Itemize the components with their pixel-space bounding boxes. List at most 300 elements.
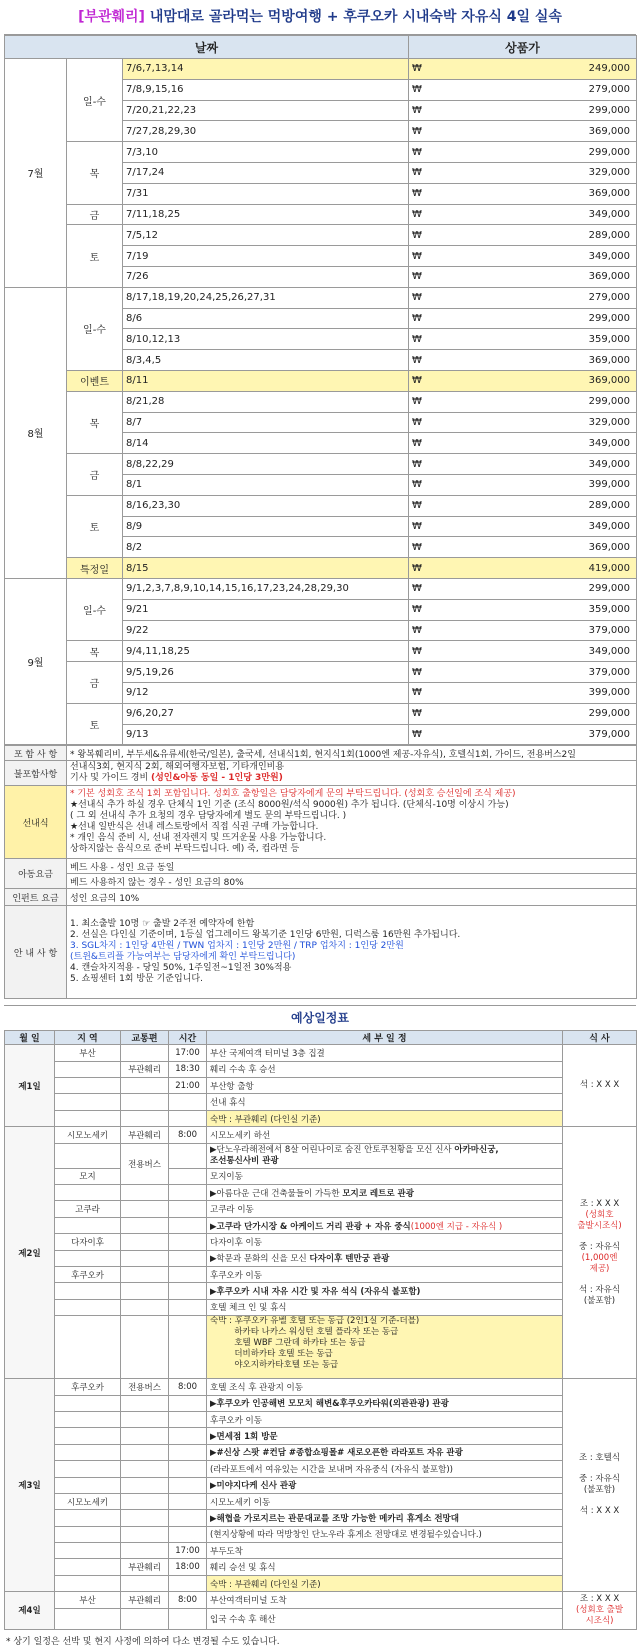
date-cell: 7/6,7,13,14 xyxy=(123,59,409,80)
currency-cell: ₩ xyxy=(409,662,479,683)
date-cell: 8/11 xyxy=(123,370,409,391)
sched-header-time: 시간 xyxy=(169,1031,207,1045)
price-cell: 369,000 xyxy=(479,350,637,371)
date-cell: 8/3,4,5 xyxy=(123,350,409,371)
day-label: 금 xyxy=(67,204,123,225)
schedule-row xyxy=(5,1395,637,1411)
meal-label: 선내식 xyxy=(5,786,67,859)
excluded-text xyxy=(67,761,637,786)
notice-line: 4. 캔슬차지적용 - 당일 50%, 1주일전~1일전 30%적용 xyxy=(70,963,292,974)
date-cell: 7/20,21,22,23 xyxy=(123,100,409,121)
price-cell: 349,000 xyxy=(479,516,637,537)
sched-header-day: 월 일 xyxy=(5,1031,55,1045)
time: 18:30 xyxy=(169,1061,207,1077)
day-label: 제1일 xyxy=(5,1045,55,1127)
price-row xyxy=(5,391,637,412)
meal-line: ★선내식 추가 하실 경우 단체식 1인 기준 (조식 8000원/석식 9000원) 추가 됩니다. (단체식-10명 이상시 가능) xyxy=(70,800,509,811)
currency-cell: ₩ xyxy=(409,225,479,246)
place: 고쿠라 xyxy=(55,1201,121,1217)
schedule-row xyxy=(5,1461,637,1477)
detail xyxy=(207,1217,563,1233)
schedule-row xyxy=(5,1061,637,1077)
time: 8:00 xyxy=(169,1127,207,1143)
date-cell: 8/10,12,13 xyxy=(123,329,409,350)
meal-text xyxy=(67,786,637,859)
time: 17:00 xyxy=(169,1543,207,1559)
price-cell: 349,000 xyxy=(479,433,637,454)
schedule-row xyxy=(5,1266,637,1282)
price-cell: 279,000 xyxy=(479,287,637,308)
meal-line: (불포함) xyxy=(583,1295,616,1306)
meal-line: 조 : X X X xyxy=(579,1593,620,1604)
schedule-title: 예상일정표 xyxy=(4,1005,636,1030)
child-row-2 xyxy=(5,874,637,889)
price-cell: 359,000 xyxy=(479,329,637,350)
meal-row xyxy=(5,786,637,859)
price-cell: 349,000 xyxy=(479,204,637,225)
schedule-row xyxy=(5,1143,637,1168)
currency-cell: ₩ xyxy=(409,495,479,516)
detail: 고쿠라 이동 xyxy=(207,1201,563,1217)
meal-line: 제공) xyxy=(589,1263,610,1274)
day-label: 목 xyxy=(67,391,123,453)
notice-row xyxy=(5,906,637,999)
schedule-row xyxy=(5,1234,637,1250)
price-cell: 369,000 xyxy=(479,121,637,142)
currency-cell: ₩ xyxy=(409,266,479,287)
hotel-line: 더비하카타 호텔 또는 동급 xyxy=(210,1349,333,1360)
detail: ▶미야지다케 신사 관광 xyxy=(207,1477,563,1493)
transport: 부관훼리 xyxy=(121,1592,169,1608)
schedule-row xyxy=(5,1411,637,1427)
day-label: 일-수 xyxy=(67,287,123,370)
excluded-line-1: 선내식3회, 현지식 2회, 해외여행자보험, 기타개인비용 xyxy=(70,762,285,773)
schedule-table xyxy=(4,1030,637,1629)
price-cell: 299,000 xyxy=(479,100,637,121)
detail: ▶#신상 스팟 #컨담 #종합쇼핑몰# 새로오픈한 라라포트 자유 관광 xyxy=(207,1444,563,1460)
place: 시모노세키 xyxy=(55,1493,121,1509)
detail-part: (1000엔 지급 - 자유식 ) xyxy=(410,1221,503,1232)
time: 8:00 xyxy=(169,1592,207,1608)
detail: (현지상황에 따라 먹방창인 단노우라 휴게소 전망대로 변경될수있습니다.) xyxy=(207,1526,563,1542)
price-row xyxy=(5,578,637,599)
date-cell: 9/4,11,18,25 xyxy=(123,641,409,662)
detail: 후쿠오카 이동 xyxy=(207,1266,563,1282)
transport: 부관훼리 xyxy=(121,1127,169,1143)
schedule-row xyxy=(5,1299,637,1315)
meal-line: (성회호 출발 xyxy=(575,1604,624,1615)
price-cell: 379,000 xyxy=(479,662,637,683)
detail: ▶후쿠오카 시내 자유 시간 및 자유 석식 (자유식 불포함) xyxy=(207,1283,563,1299)
detail: (라라포트에서 여유있는 시간을 보내며 자유중식 (자유식 불포함)) xyxy=(207,1461,563,1477)
schedule-row xyxy=(5,1493,637,1509)
date-cell: 8/17,18,19,20,24,25,26,27,31 xyxy=(123,287,409,308)
date-cell: 8/6 xyxy=(123,308,409,329)
meal: 석 : X X X xyxy=(563,1045,637,1127)
meal-line: 조 : X X X xyxy=(579,1198,620,1209)
infant-row xyxy=(5,889,637,906)
detail: 시모노세키 이동 xyxy=(207,1493,563,1509)
notice-label: 안 내 사 항 xyxy=(5,906,67,999)
price-row xyxy=(5,370,637,391)
time: 17:00 xyxy=(169,1045,207,1061)
date-cell: 9/5,19,26 xyxy=(123,662,409,683)
currency-cell: ₩ xyxy=(409,578,479,599)
currency-cell: ₩ xyxy=(409,474,479,495)
price-row xyxy=(5,641,637,662)
meal-line: (불포함) xyxy=(583,1485,616,1496)
schedule-row xyxy=(5,1510,637,1526)
date-cell: 9/22 xyxy=(123,620,409,641)
currency-cell: ₩ xyxy=(409,329,479,350)
meal-line: 출발시조식) xyxy=(577,1220,622,1231)
place: 부산 xyxy=(55,1045,121,1061)
transport: 전용버스 xyxy=(121,1379,169,1395)
page xyxy=(4,0,636,1651)
day-label: 금 xyxy=(67,662,123,704)
detail: 부산 국제여객 터미널 3층 집결 xyxy=(207,1045,563,1061)
notice-line: 2. 선실은 다인실 기준이며, 1등실 업그레이드 왕복기준 1인당 6만원, 디럭스룸 16만원 추가됩니다. xyxy=(70,930,461,941)
sched-header-detail: 세 부 일 정 xyxy=(207,1031,563,1045)
currency-cell: ₩ xyxy=(409,204,479,225)
price-cell: 399,000 xyxy=(479,682,637,703)
schedule-row xyxy=(5,1316,637,1379)
notice-line: 1. 최소출발 10명 ☞ 출발 2주전 예약자에 한함 xyxy=(70,919,255,930)
price-cell: 359,000 xyxy=(479,599,637,620)
detail-part: ▶아름다운 근대 건축물들이 가득한 xyxy=(210,1188,343,1199)
day-label: 목 xyxy=(67,142,123,204)
month-label: 9월 xyxy=(5,578,67,744)
place: 후쿠오카 xyxy=(55,1266,121,1282)
detail: ▶면세점 1회 방문 xyxy=(207,1428,563,1444)
time: 8:00 xyxy=(169,1379,207,1395)
detail xyxy=(207,1143,563,1168)
schedule-row xyxy=(5,1078,637,1094)
price-cell: 249,000 xyxy=(479,59,637,80)
meal-day2 xyxy=(563,1127,637,1379)
notice-line: 5. 쇼핑센터 1회 방문 기준입니다. xyxy=(70,974,203,985)
price-cell: 329,000 xyxy=(479,412,637,433)
day-label: 목 xyxy=(67,641,123,662)
date-cell: 7/8,9,15,16 xyxy=(123,79,409,100)
price-header-row xyxy=(5,36,637,59)
sched-header-transport: 교통편 xyxy=(121,1031,169,1045)
currency-cell: ₩ xyxy=(409,162,479,183)
included-label: 포 함 사 항 xyxy=(5,746,67,761)
price-cell: 289,000 xyxy=(479,225,637,246)
date-cell: 8/9 xyxy=(123,516,409,537)
price-cell: 349,000 xyxy=(479,454,637,475)
currency-cell: ₩ xyxy=(409,412,479,433)
meal-line: * 기본 성회호 조식 1회 포함입니다. 성회호 출항일은 담당자에게 문의 부탁드립니다. (성회호 승선일에 조식 제공) xyxy=(70,789,516,800)
detail: 부산여객터미널 도착 xyxy=(207,1592,563,1608)
detail: ▶해협을 가로지르는 관문대교를 조망 가능한 메카리 휴게소 전망대 xyxy=(207,1510,563,1526)
schedule-row xyxy=(5,1110,637,1126)
month-label: 8월 xyxy=(5,287,67,578)
meal-line: 석 : X X X xyxy=(579,1506,620,1517)
excluded-line-2b: (성인&아동 동일 - 1인당 3만원) xyxy=(151,773,283,784)
sched-header-place: 지 역 xyxy=(55,1031,121,1045)
included-text: * 왕복훼리비, 부두세&유류세(한국/일본), 출국세, 선내식1회, 현지식1회(1000엔 제공-자유식), 호텔식1회, 가이드, 전용버스2일 xyxy=(67,746,637,761)
price-cell: 299,000 xyxy=(479,703,637,724)
detail: 다자이후 이동 xyxy=(207,1234,563,1250)
currency-cell: ₩ xyxy=(409,599,479,620)
price-row xyxy=(5,495,637,516)
price-cell: 299,000 xyxy=(479,391,637,412)
place: 부산 xyxy=(55,1592,121,1608)
currency-cell: ₩ xyxy=(409,59,479,80)
schedule-row xyxy=(5,1526,637,1542)
schedule-row xyxy=(5,1379,637,1395)
currency-cell: ₩ xyxy=(409,142,479,163)
child-label: 아동요금 xyxy=(5,859,67,889)
date-cell: 8/14 xyxy=(123,433,409,454)
meal-day4 xyxy=(563,1592,637,1629)
currency-cell: ₩ xyxy=(409,558,479,579)
hotel-detail xyxy=(207,1316,563,1379)
included-row xyxy=(5,746,637,761)
date-cell: 7/19 xyxy=(123,246,409,267)
child-line-2: 베드 사용하지 않는 경우 - 성인 요금의 80% xyxy=(67,874,637,889)
meal-line: (성회호 xyxy=(585,1209,614,1220)
detail: 모지이동 xyxy=(207,1168,563,1184)
price-body xyxy=(5,59,637,745)
price-cell: 419,000 xyxy=(479,558,637,579)
currency-cell: ₩ xyxy=(409,350,479,371)
meal-line: 조 : 호텔식 xyxy=(578,1453,621,1464)
schedule-row xyxy=(5,1477,637,1493)
schedule-row xyxy=(5,1201,637,1217)
detail-part: ▶학문과 문화의 신을 모신 xyxy=(210,1254,310,1265)
time: 18:00 xyxy=(169,1559,207,1575)
date-cell: 7/26 xyxy=(123,266,409,287)
detail-part: 다자이후 텐만궁 관광 xyxy=(309,1254,390,1265)
price-cell: 329,000 xyxy=(479,162,637,183)
notice-line: (트윈&트리플 가능여부는 담당자에게 확인 부탁드립니다) xyxy=(70,952,296,963)
detail: 부두도착 xyxy=(207,1543,563,1559)
footer-note: * 상기 일정은 선박 및 현지 사정에 의하여 다소 변경될 수도 있습니다. xyxy=(6,1636,280,1647)
schedule-header-row xyxy=(5,1031,637,1045)
sched-header-meal: 식 사 xyxy=(563,1031,637,1045)
info-table xyxy=(4,745,637,999)
price-cell: 279,000 xyxy=(479,79,637,100)
meal-line: ( 그 외 선내식 추가 요청의 경우 담당자에게 별도 문의 부탁드립니다. ) xyxy=(70,811,347,822)
price-cell: 349,000 xyxy=(479,641,637,662)
place: 후쿠오카 xyxy=(55,1379,121,1395)
price-row xyxy=(5,142,637,163)
price-row xyxy=(5,558,637,579)
price-cell: 349,000 xyxy=(479,246,637,267)
date-cell: 8/1 xyxy=(123,474,409,495)
schedule-row xyxy=(5,1283,637,1299)
schedule-row xyxy=(5,1428,637,1444)
currency-cell: ₩ xyxy=(409,641,479,662)
date-cell: 7/5,12 xyxy=(123,225,409,246)
schedule-row xyxy=(5,1543,637,1559)
schedule-row xyxy=(5,1608,637,1629)
day-label: 일-수 xyxy=(67,578,123,640)
date-cell: 9/1,2,3,7,8,9,10,14,15,16,17,23,24,28,29,30 xyxy=(123,578,409,599)
price-cell: 369,000 xyxy=(479,266,637,287)
day-label: 토 xyxy=(67,495,123,557)
detail xyxy=(207,1185,563,1201)
notice-line: 3. SGL차지 : 1인당 4만원 / TWN 업차지 : 1인당 2만원 / TRP 업차지 : 1인당 2만원 xyxy=(70,941,404,952)
detail-part: ▶고쿠라 단가시장 & 아케이드 거리 관광 + 자유 중식 xyxy=(210,1221,411,1232)
date-cell: 7/3,10 xyxy=(123,142,409,163)
currency-cell: ₩ xyxy=(409,516,479,537)
meal-line: (1,000엔 xyxy=(581,1252,618,1263)
schedule-row xyxy=(5,1094,637,1110)
price-cell: 369,000 xyxy=(479,370,637,391)
currency-cell: ₩ xyxy=(409,620,479,641)
month-label: 7월 xyxy=(5,59,67,288)
date-cell: 7/11,18,25 xyxy=(123,204,409,225)
child-row-1 xyxy=(5,859,637,874)
price-cell: 369,000 xyxy=(479,183,637,204)
price-row xyxy=(5,59,637,80)
currency-cell: ₩ xyxy=(409,121,479,142)
header-date: 날짜 xyxy=(5,36,409,59)
currency-cell: ₩ xyxy=(409,246,479,267)
meal-line: 석 : 자유식 xyxy=(578,1284,621,1295)
meal-line: 시조식) xyxy=(585,1615,614,1626)
currency-cell: ₩ xyxy=(409,703,479,724)
currency-cell: ₩ xyxy=(409,391,479,412)
detail-part: 아카마신궁, xyxy=(454,1144,499,1155)
date-cell: 9/12 xyxy=(123,682,409,703)
price-cell: 399,000 xyxy=(479,474,637,495)
date-cell: 8/21,28 xyxy=(123,391,409,412)
detail: 호텔 체크 인 및 휴식 xyxy=(207,1299,563,1315)
child-line-1: 베드 사용 - 성인 요금 동일 xyxy=(67,859,637,874)
infant-text: 성인 요금의 10% xyxy=(67,889,637,906)
price-table xyxy=(4,35,637,745)
detail xyxy=(207,1250,563,1266)
currency-cell: ₩ xyxy=(409,370,479,391)
detail: 입국 수속 후 해산 xyxy=(207,1608,563,1629)
hotel-line: 야오지하카타호텔 또는 동급 xyxy=(210,1360,339,1371)
currency-cell: ₩ xyxy=(409,537,479,558)
date-cell: 8/15 xyxy=(123,558,409,579)
schedule-row xyxy=(5,1250,637,1266)
title-main: 내맘대로 골라먹는 먹방여행 + 후쿠오카 시내숙박 자유식 4일 실속 xyxy=(144,9,562,25)
day-label: 일-수 xyxy=(67,59,123,142)
detail: 훼리 수속 후 승선 xyxy=(207,1061,563,1077)
day-label: 특정일 xyxy=(67,558,123,579)
place: 다자이후 xyxy=(55,1234,121,1250)
date-cell: 9/21 xyxy=(123,599,409,620)
date-cell: 7/17,24 xyxy=(123,162,409,183)
notice-text xyxy=(67,906,637,999)
schedule-row xyxy=(5,1185,637,1201)
infant-label: 인펀트 요금 xyxy=(5,889,67,906)
date-cell: 7/27,28,29,30 xyxy=(123,121,409,142)
meal-day3 xyxy=(563,1379,637,1592)
hotel-detail: 숙박 : 부관훼리 (다인실 기준) xyxy=(207,1575,563,1591)
price-row xyxy=(5,454,637,475)
hotel-line: 숙박 : 후쿠오카 유벨 호텔 또는 동급 (2인1실 기준-더블) xyxy=(210,1316,420,1327)
detail: 호텔 조식 후 관광지 이동 xyxy=(207,1379,563,1395)
price-cell: 369,000 xyxy=(479,537,637,558)
date-cell: 8/16,23,30 xyxy=(123,495,409,516)
price-row xyxy=(5,662,637,683)
excluded-label: 불포함사항 xyxy=(5,761,67,786)
hotel-line: 호텔 WBF 그란데 하카타 또는 동급 xyxy=(210,1338,366,1349)
currency-cell: ₩ xyxy=(409,454,479,475)
currency-cell: ₩ xyxy=(409,100,479,121)
transport: 부관훼리 xyxy=(121,1061,169,1077)
day-label: 금 xyxy=(67,454,123,496)
currency-cell: ₩ xyxy=(409,79,479,100)
price-cell: 299,000 xyxy=(479,308,637,329)
currency-cell: ₩ xyxy=(409,724,479,745)
excluded-row xyxy=(5,761,637,786)
price-cell: 379,000 xyxy=(479,620,637,641)
schedule-row xyxy=(5,1592,637,1608)
detail: 훼리 승선 및 휴식 xyxy=(207,1559,563,1575)
detail: 선내 휴식 xyxy=(207,1094,563,1110)
detail: 부산항 출항 xyxy=(207,1078,563,1094)
transport: 전용버스 xyxy=(121,1143,169,1184)
price-cell: 379,000 xyxy=(479,724,637,745)
day-label: 토 xyxy=(67,225,123,287)
day-label: 제2일 xyxy=(5,1127,55,1379)
day-label: 토 xyxy=(67,703,123,745)
date-cell: 8/8,22,29 xyxy=(123,454,409,475)
day-label: 이벤트 xyxy=(67,370,123,391)
meal-line: * 개인 음식 준비 시, 선내 전자렌지 및 뜨거운물 사용 가능합니다. xyxy=(70,833,327,844)
header-price: 상품가 xyxy=(409,36,637,59)
place: 모지 xyxy=(55,1168,121,1184)
hotel-line: 하카타 나카스 워싱턴 호텔 플라자 또는 동급 xyxy=(210,1327,399,1338)
meal-line: 중 : 자유식 xyxy=(578,1474,621,1485)
detail-part: 조선통신사비 관광 xyxy=(210,1155,279,1166)
date-cell: 9/6,20,27 xyxy=(123,703,409,724)
currency-cell: ₩ xyxy=(409,433,479,454)
schedule-row xyxy=(5,1559,637,1575)
schedule-row xyxy=(5,1127,637,1143)
detail: 시모노세키 하선 xyxy=(207,1127,563,1143)
detail: 후쿠오카 이동 xyxy=(207,1411,563,1427)
day-label: 제4일 xyxy=(5,1592,55,1629)
schedule-row xyxy=(5,1217,637,1233)
currency-cell: ₩ xyxy=(409,308,479,329)
hotel-detail: 숙박 : 부관훼리 (다인실 기준) xyxy=(207,1110,563,1126)
meal-line: 중 : 자유식 xyxy=(578,1241,621,1252)
detail: ▶후쿠오카 인공해변 모모치 해변&후쿠오카타워(외관관광) 관광 xyxy=(207,1395,563,1411)
title-tag: [부관훼리] xyxy=(78,9,145,25)
price-row xyxy=(5,287,637,308)
price-row xyxy=(5,703,637,724)
schedule-row xyxy=(5,1575,637,1591)
detail-part: 모지코 레트로 관광 xyxy=(342,1188,414,1199)
transport: 부관훼리 xyxy=(121,1559,169,1575)
price-row xyxy=(5,204,637,225)
time: 21:00 xyxy=(169,1078,207,1094)
date-cell: 8/2 xyxy=(123,537,409,558)
excluded-line-2 xyxy=(70,773,633,784)
schedule-row xyxy=(5,1045,637,1061)
date-cell: 8/7 xyxy=(123,412,409,433)
schedule-row xyxy=(5,1168,637,1184)
schedule-row xyxy=(5,1444,637,1460)
currency-cell: ₩ xyxy=(409,183,479,204)
price-row xyxy=(5,225,637,246)
date-cell: 9/13 xyxy=(123,724,409,745)
meal-line: 상하지않는 음식으로 준비 부탁드립니다. 예) 죽, 컵라면 등 xyxy=(70,844,300,855)
excluded-line-2a: 기사 및 가이드 경비 xyxy=(70,773,151,784)
place: 시모노세키 xyxy=(55,1127,121,1143)
